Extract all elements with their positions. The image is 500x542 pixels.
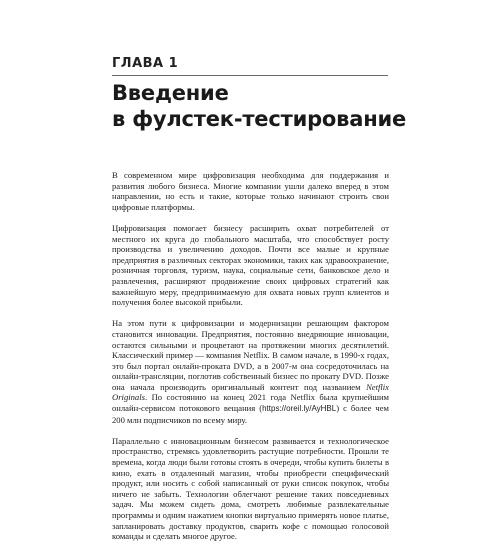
chapter-divider [112,75,388,76]
netflix-originals-italic: Netflix Originals [112,381,389,403]
chapter-title-line-2: в фулстек-тестирование [112,107,407,131]
chapter-title [112,80,407,132]
paragraph-3-text-c: ) с более чем 200 млн подписчиков по всему миру. [112,403,389,425]
paragraph-3 [112,318,389,425]
paragraph-1: В современном мире цифровизация необходима для поддержания и развития любого бизнеса. Многие компании ушли далеко вперед в этом направлении, но есть и такие, которые только начинают строить свои цифровые платформы. [112,170,389,212]
body-text [112,170,389,542]
paragraph-2: Цифровизация помогает бизнесу расширить охват потребителей от местного их круга до глобального масштаба, что способствует росту производства и увеличению доходов. Почти все малые и крупные предприятия в различных секторах экономики, таких как здравоохранение, розничная торговля, туризм, наука, социальные сети, банковское дело и развлечения, расширяют продвижение своих цифровых стратегий как важнейшую меру, предпринимаемую для охвата новых групп клиентов и получения более высокой прибыли. [112,222,389,308]
chapter-title-line-1: Введение [112,81,229,105]
paragraph-4: Параллельно с инновационным бизнесом развивается и технологическое пространство, стремясь удовлетворить растущие потребности. Прошли те времена, когда люди были готовы стоять в очереди, чтобы купить билеты в кино, ехать в отдаленный магазин, чтобы приобрести специфический продукт, или носить с собой написанный от руки список покупок, чтобы ничего не забыть. Технологии облегчают решение таких повседневных задач. Мы можем сидеть дома, смотреть любимые развлекательные программы и одним нажатием кнопки виртуально примерять новое платье, запланировать доставку продуктов, сварить кофе с помощью голосовой команды и сделать многое другое. [112,435,389,542]
paragraph-3-text-a: На этом пути к цифровизации и модернизации решающим фактором становится инновации. Предприятия, постоянно внедряющие инновации, остаются сильными и процветают на протяжении многих десятилетий. Классический пример — компания Netflix. В самом начале, в 1990-х годах, это был портал онлайн-проката DVD, а в 2007-м она сосредоточилась на онлайн-трансляции, поглотив собственный бизнес по прокату DVD. Позже она начала производить оригинальный контент под названием [112,318,389,392]
netflix-link[interactable]: https://oreil.ly/AyHBL [262,404,337,414]
chapter-label: ГЛАВА 1 [112,56,179,71]
paragraph-3-text-b: . По состоянию на конец 2021 года Netflix была крупнейшим онлайн-сервисом потокового вещания ( [112,392,389,414]
